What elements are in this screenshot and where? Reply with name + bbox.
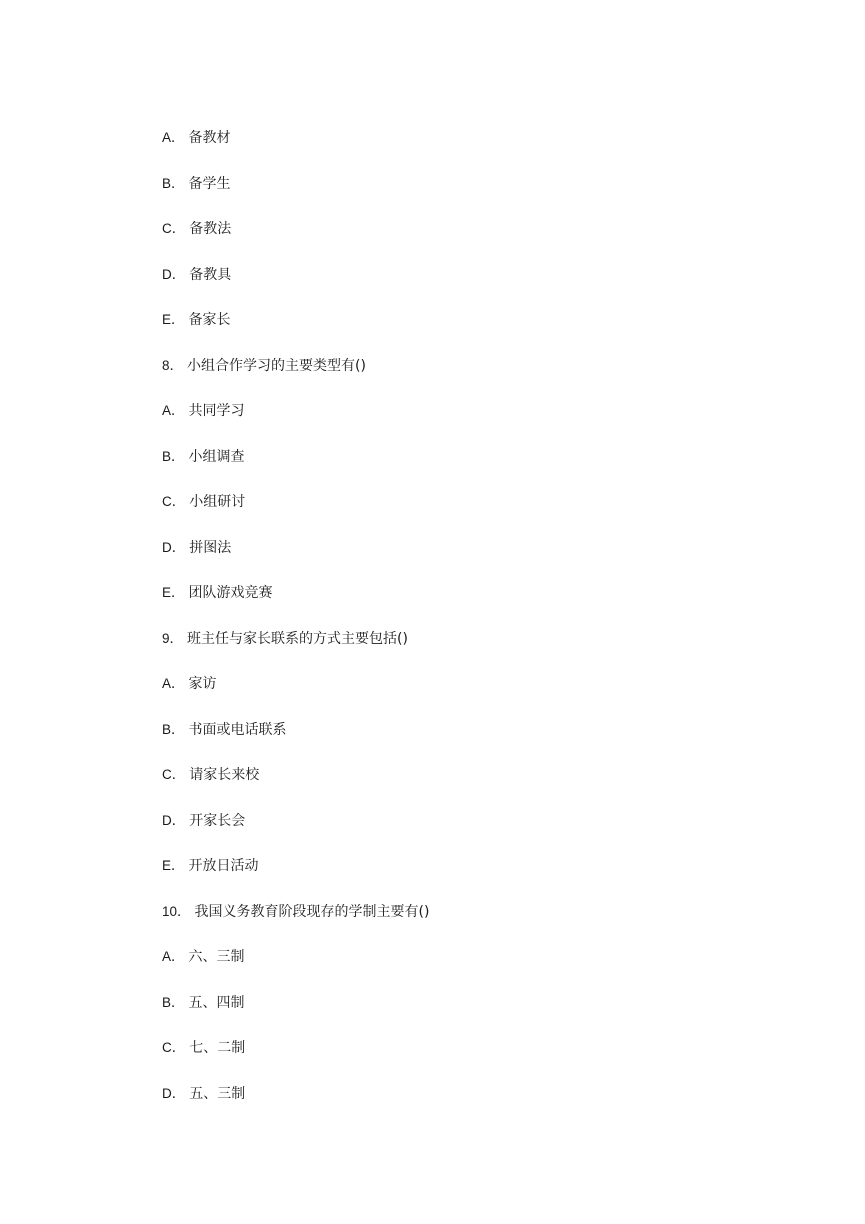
option-letter: A． — [162, 949, 185, 964]
question-text: 我国义务教育阶段现存的学制主要有() — [194, 903, 430, 920]
option-letter: A． — [162, 676, 185, 691]
question-text: 班主任与家长联系的方式主要包括() — [187, 630, 408, 647]
option-letter: B． — [162, 721, 185, 737]
option-letter: C． — [162, 494, 186, 509]
option-letter: D． — [162, 539, 186, 555]
option-text: 拼图法 — [189, 539, 232, 556]
option-letter: C． — [162, 1040, 186, 1055]
option-text: 备家长 — [188, 312, 231, 328]
option-d — [162, 263, 782, 309]
question-text: 小组合作学习的主要类型有() — [187, 357, 366, 374]
option-letter: E． — [162, 858, 185, 873]
option-a — [162, 126, 782, 172]
option-text: 开放日活动 — [188, 858, 259, 874]
question-9 — [162, 627, 782, 673]
option-text: 小组研讨 — [189, 494, 246, 510]
option-letter: A． — [162, 130, 185, 145]
option-e — [162, 581, 782, 627]
option-text: 备教法 — [189, 221, 232, 237]
question-8 — [162, 354, 782, 400]
option-letter: D． — [162, 812, 186, 828]
option-c — [162, 1036, 782, 1082]
option-text: 开家长会 — [189, 812, 246, 829]
option-d — [162, 536, 782, 582]
option-text: 家访 — [188, 676, 217, 692]
option-text: 备学生 — [188, 175, 231, 192]
question-number: 8． — [162, 357, 184, 373]
option-text: 请家长来校 — [189, 767, 260, 783]
option-text: 书面或电话联系 — [188, 721, 287, 738]
question-number: 10． — [162, 903, 191, 919]
option-text: 备教具 — [189, 266, 232, 283]
question-list — [162, 126, 782, 1127]
option-c — [162, 217, 782, 263]
question-10 — [162, 900, 782, 946]
option-a — [162, 672, 782, 718]
option-text: 备教材 — [188, 130, 231, 146]
option-text: 六、三制 — [188, 949, 245, 965]
option-text: 团队游戏竞赛 — [188, 585, 273, 601]
option-b — [162, 991, 782, 1037]
option-letter: B． — [162, 448, 185, 464]
option-letter: B． — [162, 175, 185, 191]
option-d — [162, 1082, 782, 1128]
option-b — [162, 445, 782, 491]
option-text: 小组调查 — [188, 448, 245, 465]
option-text: 五、四制 — [188, 994, 245, 1011]
option-letter: B． — [162, 994, 185, 1010]
option-text: 共同学习 — [188, 403, 245, 419]
question-number: 9． — [162, 630, 184, 646]
option-text: 七、二制 — [189, 1040, 246, 1056]
option-d — [162, 809, 782, 855]
option-c — [162, 763, 782, 809]
option-letter: E． — [162, 312, 185, 327]
option-b — [162, 172, 782, 218]
option-letter: D． — [162, 266, 186, 282]
option-e — [162, 854, 782, 900]
option-text: 五、三制 — [189, 1085, 246, 1102]
option-letter: C． — [162, 767, 186, 782]
option-c — [162, 490, 782, 536]
option-a — [162, 399, 782, 445]
option-b — [162, 718, 782, 764]
option-letter: E． — [162, 585, 185, 600]
option-letter: A． — [162, 403, 185, 418]
option-e — [162, 308, 782, 354]
option-a — [162, 945, 782, 991]
option-letter: D． — [162, 1085, 186, 1101]
option-letter: C． — [162, 221, 186, 236]
